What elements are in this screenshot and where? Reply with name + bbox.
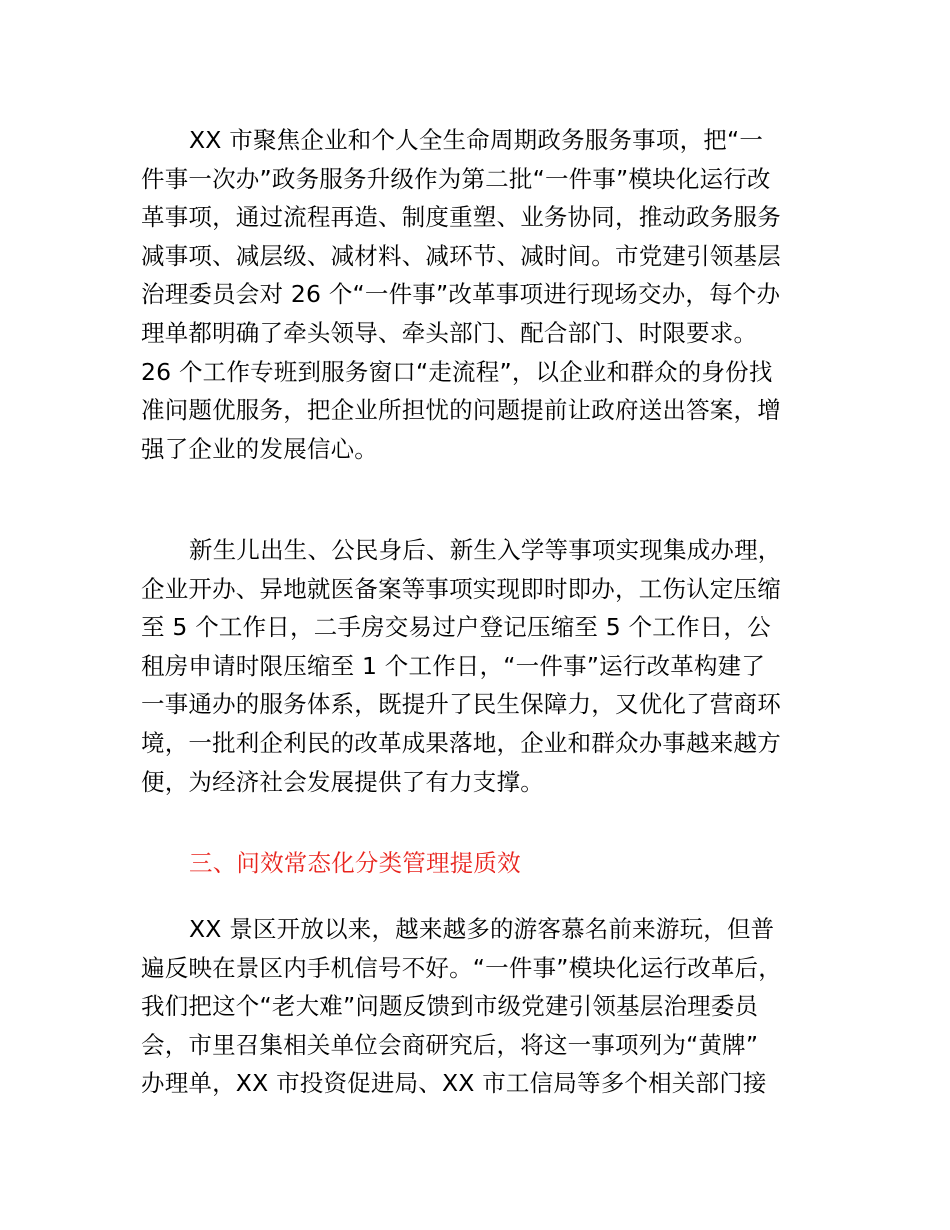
paragraph-integrated-handling — [141, 531, 821, 801]
text-line: 强了企业的发展信心。 — [141, 434, 378, 463]
text-line: XX 市聚焦企业和个人全生命周期政务服务事项，把“一 — [189, 126, 764, 154]
section-heading — [141, 844, 821, 883]
text-line: 租房申请时限压缩至 1 个工作日，“一件事”运行改革构建了 — [141, 651, 766, 680]
text-line: 办理单，XX 市投资促进局、XX 市工信局等多个相关部门接 — [141, 1069, 767, 1098]
text-line: 理单都明确了牵头领导、牵头部门、配合部门、时限要求。 — [141, 318, 758, 347]
text-line: 革事项，通过流程再造、制度重塑、业务协同，推动政务服务 — [141, 203, 781, 232]
paragraph-service-reform — [141, 121, 821, 468]
text-line: 至 5 个工作日，二手房交易过户登记压缩至 5 个工作日，公 — [141, 613, 771, 642]
text-line: 一事通办的服务体系，既提升了民生保障力，又优化了营商环 — [141, 690, 781, 719]
text-line: 我们把这个“老大难”问题反馈到市级党建引领基层治理委员 — [141, 992, 759, 1021]
text-line: 件事一次办”政务服务升级作为第二批“一件事”模块化运行改 — [141, 164, 771, 193]
text-line: 减事项、减层级、减材料、减环节、减时间。市党建引领基层 — [141, 241, 781, 270]
text-line: 境，一批利企利民的改革成果落地，企业和群众办事越来越方 — [141, 728, 781, 757]
text-line: 便，为经济社会发展提供了有力支撑。 — [141, 767, 544, 796]
text-line: 遍反映在景区内手机信号不好。“一件事”模块化运行改革后， — [141, 953, 782, 982]
text-line: 26 个工作专班到服务窗口“走流程”，以企业和群众的身份找 — [141, 357, 773, 386]
text-line: 会，市里召集相关单位会商研究后，将这一事项列为“黄牌” — [141, 1030, 759, 1059]
paragraph-scenic-area — [141, 910, 821, 1103]
text-line: 新生儿出生、公民身后、新生入学等事项实现集成办理， — [189, 536, 782, 564]
text-line: XX 景区开放以来，越来越多的游客慕名前来游玩，但普 — [189, 915, 775, 943]
text-line: 企业开办、异地就医备案等事项实现即时即办，工伤认定压缩 — [141, 574, 781, 603]
text-line: 治理委员会对 26 个“一件事”改革事项进行现场交办，每个办 — [141, 280, 781, 309]
text-line: 准问题优服务，把企业所担忧的问题提前让政府送出答案，增 — [141, 396, 781, 425]
section-heading-text: 三、问效常态化分类管理提质效 — [189, 849, 521, 877]
